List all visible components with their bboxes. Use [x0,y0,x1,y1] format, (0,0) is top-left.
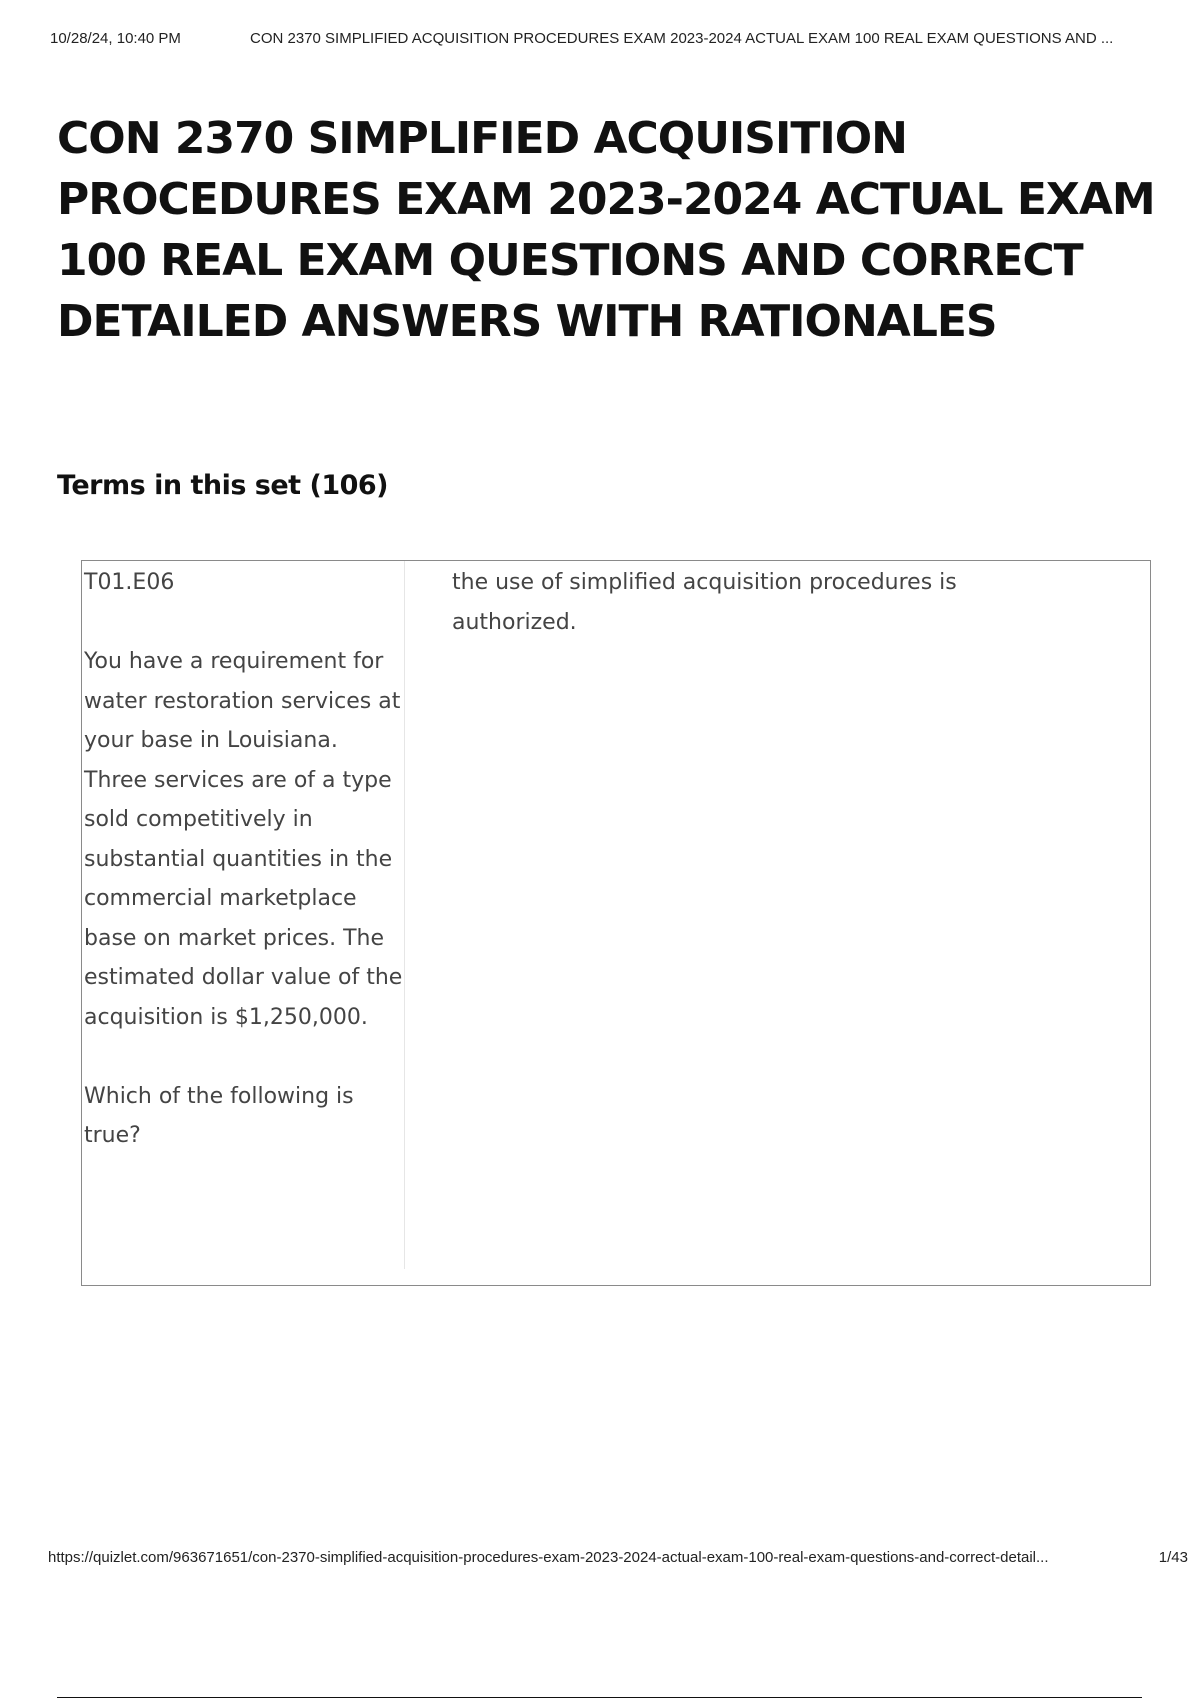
print-doc-title: CON 2370 SIMPLIFIED ACQUISITION PROCEDURES EXAM 2023-2024 ACTUAL EXAM 100 REAL EXAM QUESTIONS AND ... [250,30,1114,47]
term-side [84,561,405,1269]
page-number: 1/43 [1158,1549,1188,1566]
print-url: https://quizlet.com/963671651/con-2370-simplified-acquisition-procedures-exam-2023-2024-actual-exam-100-real-exam-questions-and-correct-detail... [48,1549,1049,1566]
term-body: You have a requirement for water restoration services at your base in Louisiana. Three services are of a type sold competitively in substantial quantities in the commercial marketplace base on market prices. The estimated dollar value of the acquisition is $1,250,000. [84,649,403,1030]
page-title: CON 2370 SIMPLIFIED ACQUISITION PROCEDURES EXAM 2023-2024 ACTUAL EXAM 100 REAL EXAM QUESTIONS AND CORRECT DETAILED ANSWERS WITH RATIONALES [57,113,1155,347]
print-footer [48,1549,1188,1569]
definition-side: the use of simplified acquisition procedures is authorized. [452,570,957,635]
term-card [81,560,1151,1286]
term-code: T01.E06 [84,570,175,595]
bottom-divider [57,1697,1142,1698]
print-datetime: 10/28/24, 10:40 PM [50,30,181,47]
print-header [50,30,1180,50]
term-question: Which of the following is true? [84,1083,354,1148]
terms-count-heading: Terms in this set (106) [57,470,389,501]
